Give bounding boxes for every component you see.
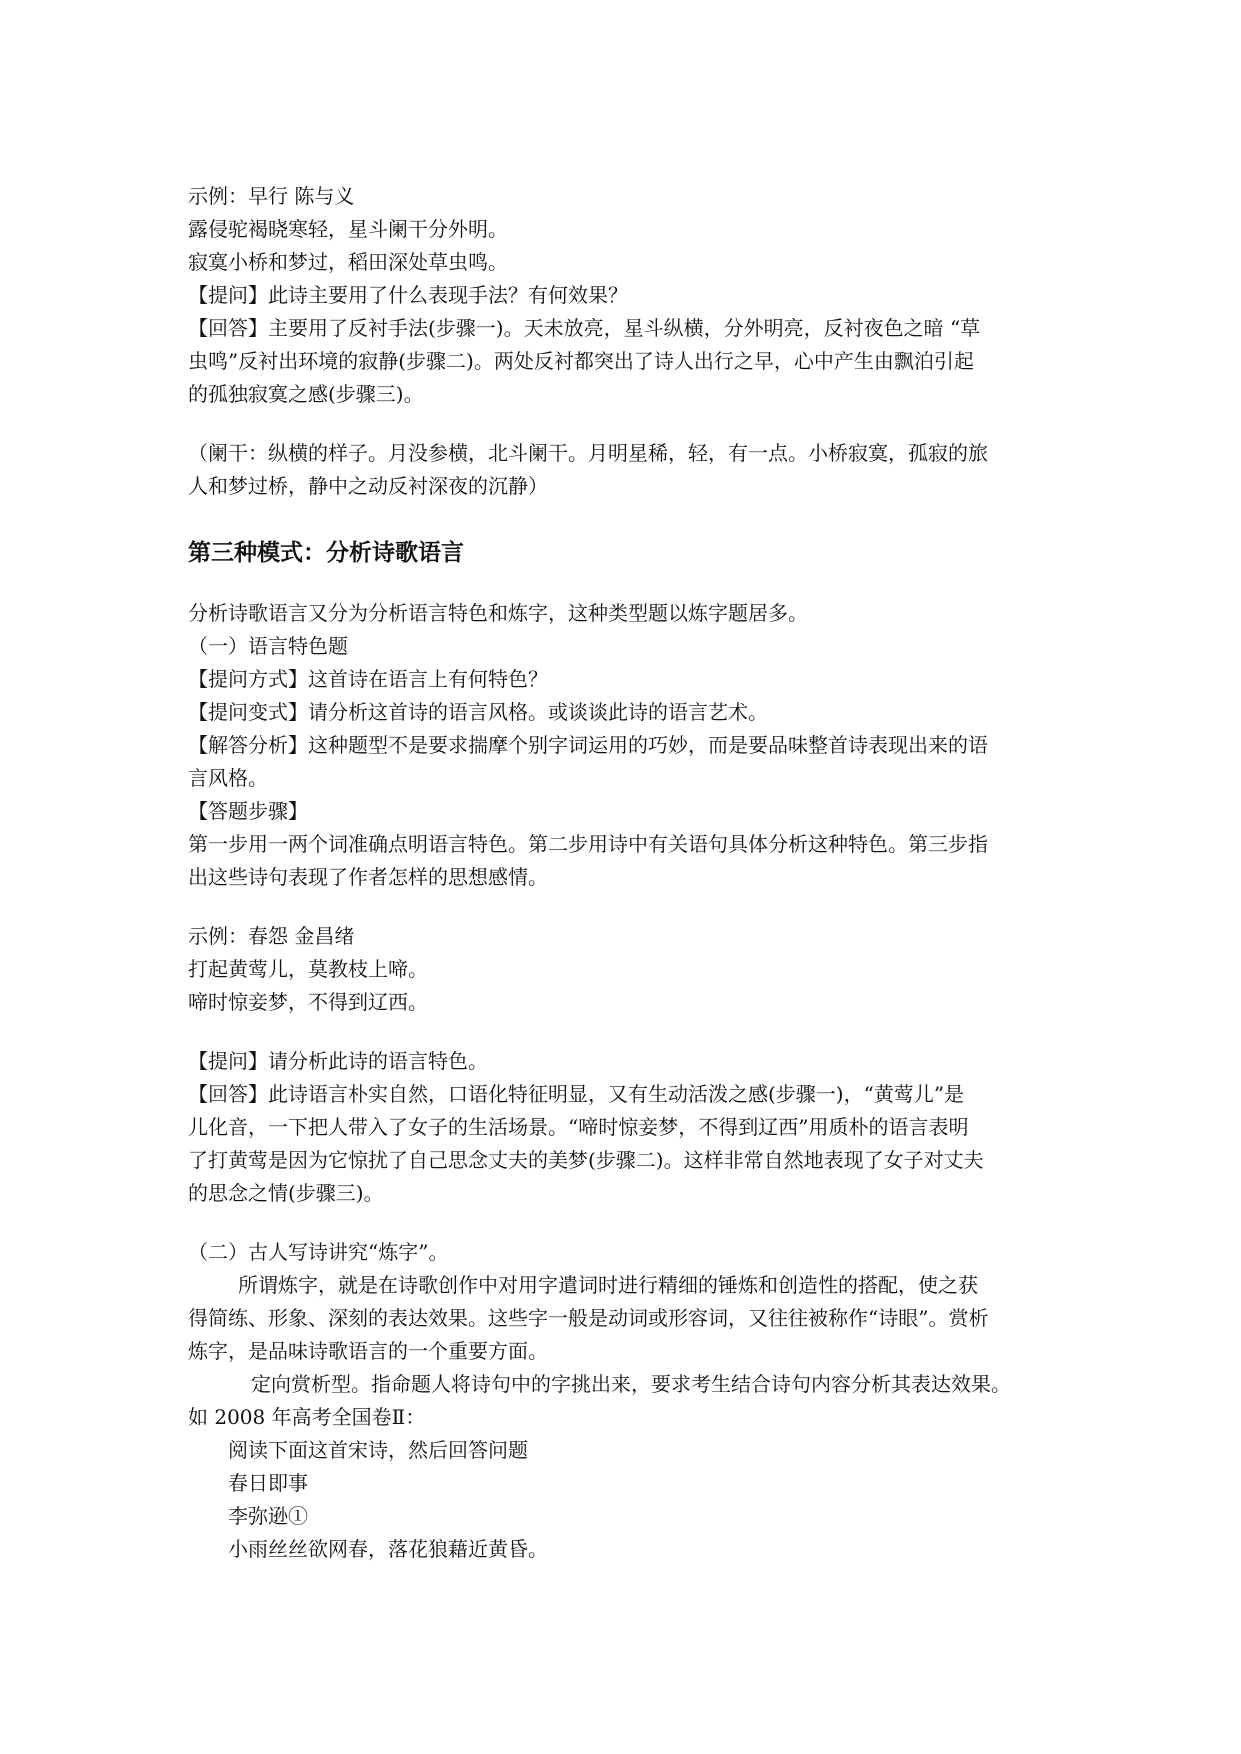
section-heading: 第三种模式：分析诗歌语言 bbox=[188, 540, 464, 566]
steps-text: 第一步用一两个词准确点明语言特色。第二步用诗中有关语句具体分析这种特色。第三步指 bbox=[188, 832, 988, 856]
note-text: 人和梦过桥，静中之动反衬深夜的沉静） bbox=[188, 474, 548, 498]
note-text: （阑干：纵横的样子。月没参横，北斗阑干。月明星稀，轻，有一点。小桥寂寞，孤寂的旅 bbox=[188, 441, 988, 465]
example-title: 示例：春怨 金昌绪 bbox=[188, 924, 355, 948]
intro-text: 分析诗歌语言又分为分析语言特色和炼字，这种类型题以炼字题居多。 bbox=[188, 601, 808, 625]
paragraph-text: 得简练、形象、深刻的表达效果。这些字一般是动词或形容词，又往往被称作“诗眼”。赏析 bbox=[188, 1306, 989, 1330]
spacer bbox=[188, 411, 1058, 437]
question-text: 【提问】请分析此诗的语言特色。 bbox=[188, 1049, 488, 1073]
paragraph-text: 如 2008 年高考全国卷Ⅱ： bbox=[188, 1405, 426, 1429]
read-prompt: 阅读下面这首宋诗，然后回答问题 bbox=[228, 1438, 528, 1462]
subsection-title: （一）语言特色题 bbox=[188, 634, 348, 658]
subsection-title: （二）古人写诗讲究“炼字”。 bbox=[188, 1240, 449, 1264]
answer-text: 【回答】主要用了反衬手法(步骤一)。天未放亮，星斗纵横，分外明亮，反衬夜色之暗 “草 bbox=[188, 316, 981, 340]
paragraph-text: 炼字，是品味诗歌语言的一个重要方面。 bbox=[188, 1339, 548, 1363]
document-body bbox=[188, 180, 1058, 1566]
answer-text: 虫鸣”反衬出环境的寂静(步骤二)。两处反衬都突出了诗人出行之早，心中产生由飘泊引起 bbox=[188, 349, 974, 373]
spacer bbox=[188, 503, 1058, 529]
steps-title: 【答题步骤】 bbox=[188, 799, 308, 823]
poem-line: 打起黄莺儿，莫教枝上啼。 bbox=[188, 957, 428, 981]
spacer bbox=[188, 1019, 1058, 1045]
answer-text: 儿化音，一下把人带入了女子的生活场景。“啼时惊妾梦，不得到辽西”用质朴的语言表明 bbox=[188, 1115, 969, 1139]
paragraph-text: 所谓炼字，就是在诗歌创作中对用字遣词时进行精细的锤炼和创造性的搭配，使之获 bbox=[238, 1273, 978, 1297]
example-title: 示例：早行 陈与义 bbox=[188, 184, 355, 208]
question-text: 【提问】此诗主要用了什么表现手法？有何效果？ bbox=[188, 283, 628, 307]
spacer bbox=[188, 1210, 1058, 1236]
poem-line: 寂寞小桥和梦过，稻田深处草虫鸣。 bbox=[188, 250, 508, 274]
answer-text: 了打黄莺是因为它惊扰了自己思念丈夫的美梦(步骤二)。这样非常自然地表现了女子对丈夫 bbox=[188, 1148, 984, 1172]
answer-text: 【回答】此诗语言朴实自然，口语化特征明显，又有生动活泼之感(步骤一)，“黄莺儿”是 bbox=[188, 1082, 965, 1106]
poem-title: 春日即事 bbox=[228, 1471, 308, 1495]
analysis-text: 【解答分析】这种题型不是要求揣摩个别字词运用的巧妙，而是要品味整首诗表现出来的语 bbox=[188, 733, 988, 757]
steps-text: 出这些诗句表现了作者怎样的思想感情。 bbox=[188, 865, 548, 889]
answer-text: 的思念之情(步骤三)。 bbox=[188, 1181, 384, 1205]
ask-variant-text: 【提问变式】请分析这首诗的语言风格。或谈谈此诗的语言艺术。 bbox=[188, 700, 768, 724]
poem-author: 李弥逊① bbox=[228, 1504, 308, 1528]
analysis-text: 言风格。 bbox=[188, 766, 268, 790]
poem-line: 啼时惊妾梦，不得到辽西。 bbox=[188, 990, 428, 1014]
poem-line: 露侵驼褐晓寒轻，星斗阑干分外明。 bbox=[188, 217, 508, 241]
paragraph-text: 定向赏析型。指命题人将诗句中的字挑出来，要求考生结合诗句内容分析其表达效果。 bbox=[251, 1372, 1011, 1396]
ask-form-text: 【提问方式】这首诗在语言上有何特色？ bbox=[188, 667, 548, 691]
poem-line: 小雨丝丝欲网春，落花狼藉近黄昏。 bbox=[228, 1537, 548, 1561]
spacer bbox=[188, 571, 1058, 597]
answer-text: 的孤独寂寞之感(步骤三)。 bbox=[188, 382, 424, 406]
spacer bbox=[188, 894, 1058, 920]
